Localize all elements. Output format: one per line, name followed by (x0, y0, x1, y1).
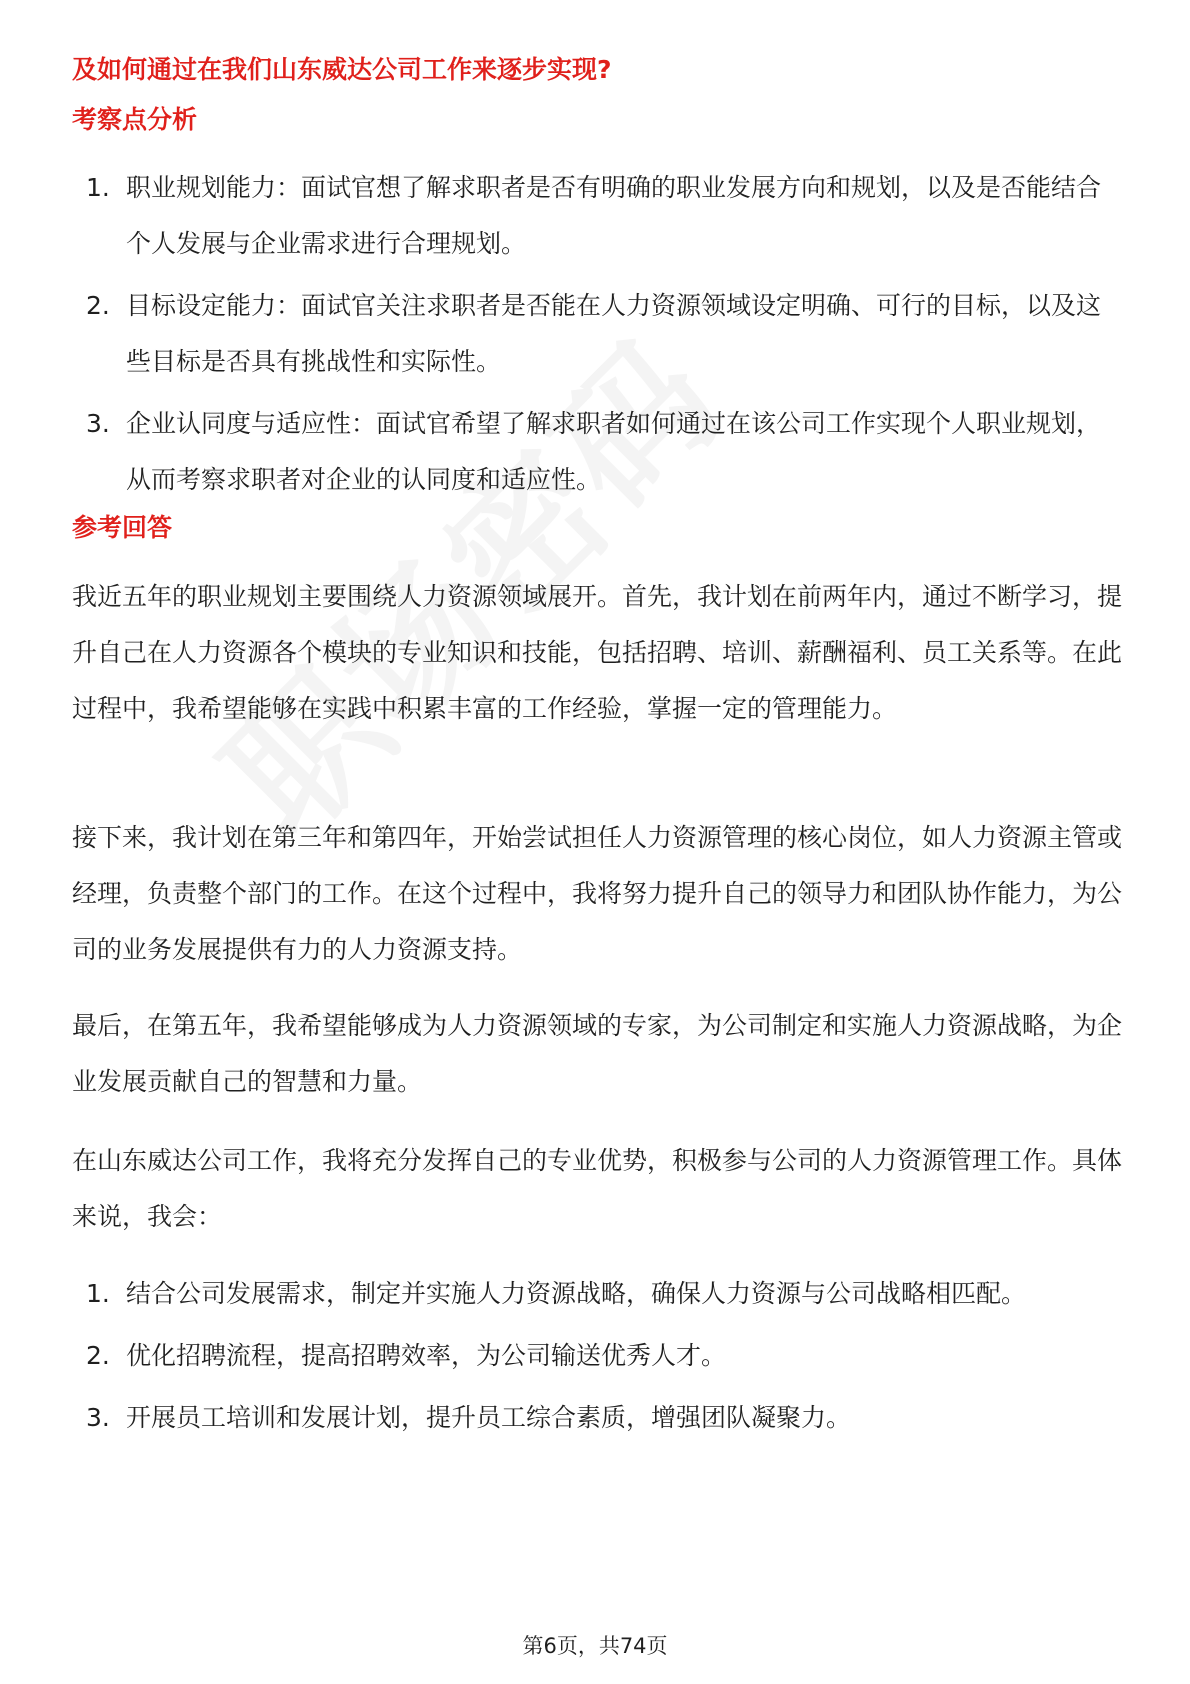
answer-paragraph-2: 接下来，我计划在第三年和第四年，开始尝试担任人力资源管理的核心岗位，如人力资源主管或经理，负责整个部门的工作。在这个过程中，我将努力提升自己的领导力和团队协作能力，为公司的业务发展提供有力的人力资源支持。 (72, 823, 1123, 964)
list-item-number: 3. (86, 1403, 110, 1432)
analysis-heading: 考察点分析 (72, 105, 198, 134)
list-item-number: 2. (86, 291, 110, 320)
answer-heading: 参考回答 (72, 513, 173, 542)
answer-paragraph-3: 最后，在第五年，我希望能够成为人力资源领域的专家，为公司制定和实施人力资源战略，为企业发展贡献自己的智慧和力量。 (72, 1011, 1123, 1096)
list-item (72, 1390, 1122, 1446)
answer-list (72, 1266, 1122, 1452)
list-item-text: 优化招聘流程，提高招聘效率，为公司输送优秀人才。 (126, 1341, 727, 1370)
list-item-text: 结合公司发展需求，制定并实施人力资源战略，确保人力资源与公司战略相匹配。 (126, 1279, 1027, 1308)
question-text: 及如何通过在我们山东威达公司工作来逐步实现? (72, 55, 612, 84)
list-item-text: 开展员工培训和发展计划，提升员工综合素质，增强团队凝聚力。 (126, 1403, 852, 1432)
list-item-text: 企业认同度与适应性：面试官希望了解求职者如何通过在该公司工作实现个人职业规划，从而考察求职者对企业的认同度和适应性。 (126, 409, 1102, 494)
answer-paragraph-1: 我近五年的职业规划主要围绕人力资源领域展开。首先，我计划在前两年内，通过不断学习，提升自己在人力资源各个模块的专业知识和技能，包括招聘、培训、薪酬福利、员工关系等。在此过程中，我希望能够在实践中积累丰富的工作经验，掌握一定的管理能力。 (72, 582, 1123, 723)
list-item-text: 职业规划能力：面试官想了解求职者是否有明确的职业发展方向和规划，以及是否能结合个人发展与企业需求进行合理规划。 (126, 173, 1102, 258)
list-item-number: 1. (86, 173, 110, 202)
list-item (72, 160, 1122, 272)
page-number: 第6页，共74页 (522, 1634, 668, 1658)
list-item (72, 1328, 1122, 1384)
list-item-number: 1. (86, 1279, 110, 1308)
list-item-text: 目标设定能力：面试官关注求职者是否能在人力资源领域设定明确、可行的目标，以及这些目标是否具有挑战性和实际性。 (126, 291, 1102, 376)
answer-paragraph-4: 在山东威达公司工作，我将充分发挥自己的专业优势，积极参与公司的人力资源管理工作。具体来说，我会： (72, 1146, 1123, 1231)
list-item-number: 3. (86, 409, 110, 438)
list-item-number: 2. (86, 1341, 110, 1370)
list-item (72, 1266, 1122, 1322)
analysis-list (72, 160, 1122, 514)
list-item (72, 278, 1122, 390)
list-item (72, 396, 1122, 508)
